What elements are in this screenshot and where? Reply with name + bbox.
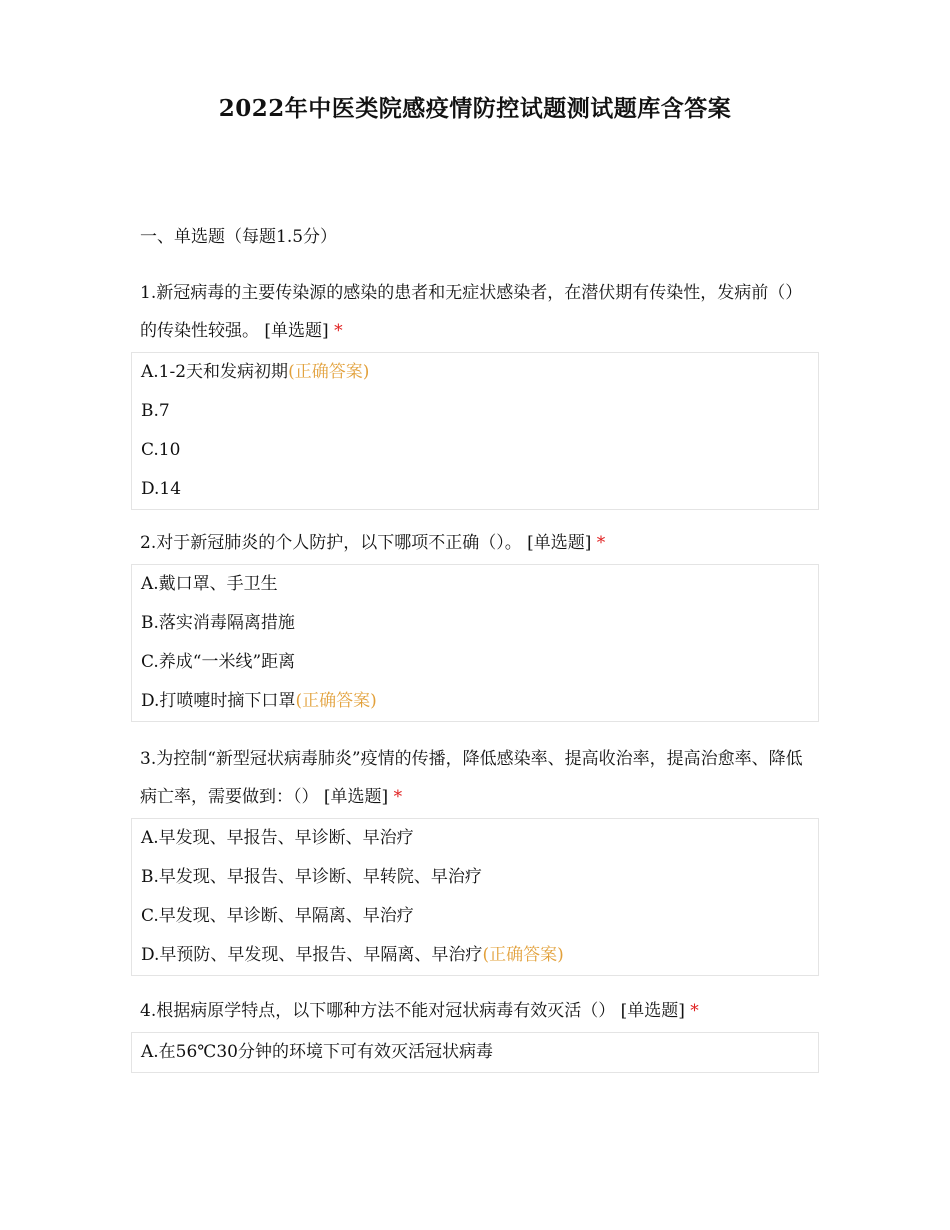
option-d[interactable]: D.早预防、早发现、早报告、早隔离、早治疗(正确答案) xyxy=(141,945,564,965)
required-mark: * xyxy=(690,1001,699,1021)
option-a[interactable]: A.1-2天和发病初期(正确答案) xyxy=(141,362,370,382)
correct-answer-label: (正确答案) xyxy=(295,691,377,711)
option-b[interactable]: B.早发现、早报告、早诊断、早转院、早治疗 xyxy=(141,867,482,887)
option-a[interactable]: A.在56℃30分钟的环境下可有效灭活冠状病毒 xyxy=(141,1042,493,1062)
option-d[interactable]: D.14 xyxy=(141,479,182,499)
question-text: 1.新冠病毒的主要传染源的感染的患者和无症状感染者，在潜伏期有传染性，发病前（）的传染性较强。 [单选题] * xyxy=(140,283,803,341)
option-a[interactable]: A.早发现、早报告、早诊断、早治疗 xyxy=(141,828,414,848)
option-b[interactable]: B.落实消毒隔离措施 xyxy=(141,613,295,633)
question-2 xyxy=(140,524,820,722)
option-c[interactable]: C.养成“一米线”距离 xyxy=(141,652,296,672)
question-3 xyxy=(140,740,820,976)
section-heading: 一、单选题（每题1.5分） xyxy=(140,227,338,247)
question-text: 3.为控制“新型冠状病毒肺炎”疫情的传播，降低感染率、提高收治率，提高治愈率、降低病亡率，需要做到：（） [单选题] * xyxy=(140,749,803,807)
question-4 xyxy=(140,992,820,1073)
required-mark: * xyxy=(596,533,606,553)
options-list xyxy=(131,352,819,510)
options-list xyxy=(131,564,819,722)
option-b[interactable]: B.7 xyxy=(141,401,170,421)
required-mark: * xyxy=(334,321,343,341)
correct-answer-label: (正确答案) xyxy=(288,362,370,382)
option-c[interactable]: C.早发现、早诊断、早隔离、早治疗 xyxy=(141,906,414,926)
option-a[interactable]: A.戴口罩、手卫生 xyxy=(141,574,278,594)
option-c[interactable]: C.10 xyxy=(141,440,181,460)
option-d[interactable]: D.打喷嚏时摘下口罩(正确答案) xyxy=(141,691,377,711)
question-text: 4.根据病原学特点，以下哪种方法不能对冠状病毒有效灭活（） [单选题] * xyxy=(140,1001,699,1021)
correct-answer-label: (正确答案) xyxy=(482,945,564,965)
required-mark: * xyxy=(393,787,403,807)
question-1 xyxy=(140,274,820,510)
question-text: 2.对于新冠肺炎的个人防护，以下哪项不正确（）。 [单选题] * xyxy=(140,533,606,553)
options-list xyxy=(131,818,819,976)
document-title: 2022年中医类院感疫情防控试题测试题库含答案 xyxy=(218,95,732,122)
options-list xyxy=(131,1032,819,1073)
